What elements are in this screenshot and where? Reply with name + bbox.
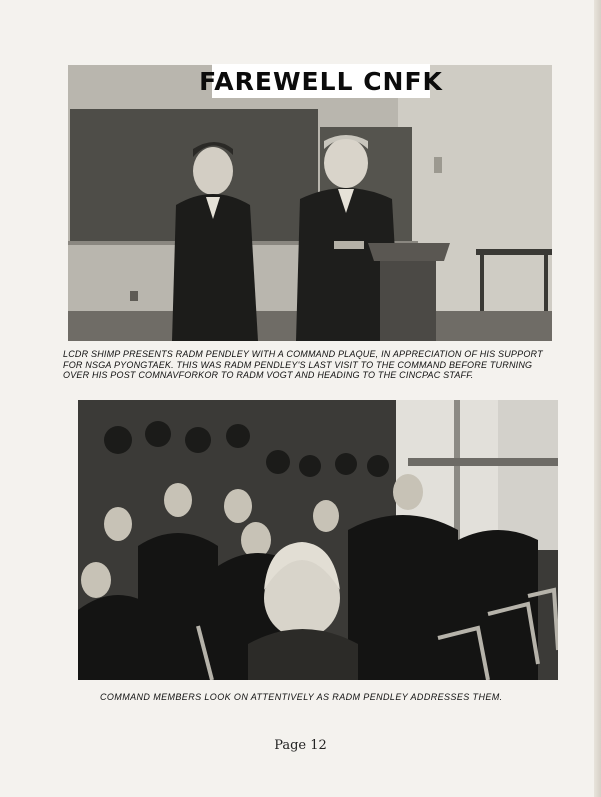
page-title: FAREWELL CNFK — [199, 66, 443, 96]
page-edge — [594, 0, 601, 797]
plaque-presentation-photo — [68, 65, 552, 341]
title-banner — [199, 64, 443, 98]
photo2-caption: COMMAND MEMBERS LOOK ON ATTENTIVELY AS RADM PENDLEY ADDRESSES THEM. — [100, 692, 503, 702]
photo1-caption: LCDR SHIMP PRESENTS RADM PENDLEY WITH A COMMAND PLAQUE, IN APPRECIATION OF HIS SUPPORT FOR NSGA PYONGTAEK. THIS WAS RADM PENDLEY'S LAST VISIT TO THE COMMAND BEFORE TURNING OVER HIS POST COMNAVFORKOR TO RADM VOGT AND HEADING TO THE CINCPAC STAFF. — [63, 349, 543, 380]
audience-photo — [78, 400, 558, 680]
page-number: Page 12 — [274, 738, 327, 753]
